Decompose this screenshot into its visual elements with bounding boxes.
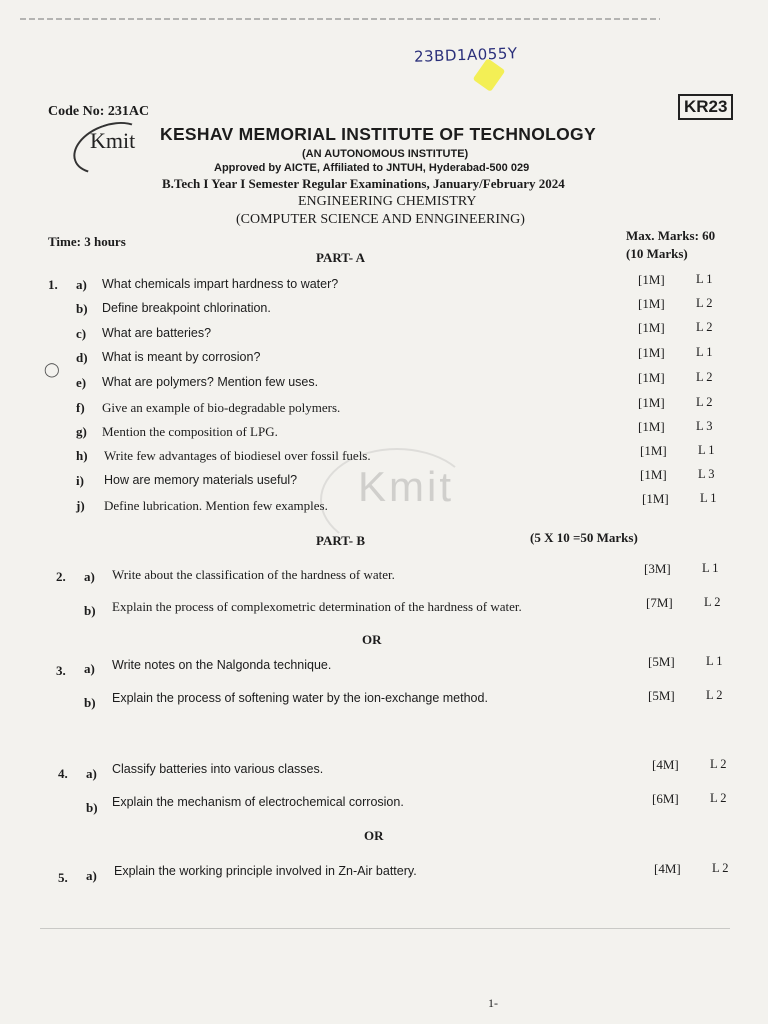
exam-title: B.Tech I Year I Semester Regular Examinations, January/February 2024 [162, 176, 565, 191]
item-level: L 2 [696, 395, 713, 409]
regulation-badge: KR23 [678, 94, 733, 120]
question-number: 2. [56, 569, 66, 584]
item-marks: [7M] [646, 595, 673, 610]
part-b-title: PART- B [316, 533, 366, 548]
item-text: Define breakpoint chlorination. [102, 301, 271, 315]
item-level: L 1 [698, 443, 715, 457]
item-level: L 2 [704, 595, 721, 609]
item-level: L 1 [696, 345, 713, 359]
paper-code: Code No: 231AC [48, 104, 150, 119]
item-marks: [1M] [638, 370, 665, 385]
item-level: L 2 [696, 320, 713, 334]
part-a-title: PART- A [316, 250, 366, 265]
item-level: L 2 [706, 688, 723, 702]
item-letter: c) [76, 326, 87, 341]
item-text: Mention the composition of LPG. [102, 424, 278, 439]
kmit-watermark: Kmit [358, 463, 454, 510]
pen-mark-icon: ◯ [44, 362, 60, 378]
question-number: 1. [48, 277, 58, 292]
item-marks: [3M] [644, 561, 671, 576]
part-a-marks: (10 Marks) [626, 246, 688, 261]
item-text: What are batteries? [102, 326, 212, 340]
or-separator: OR [364, 828, 384, 843]
item-level: L 2 [696, 296, 713, 310]
item-marks: [5M] [648, 654, 675, 669]
item-marks: [5M] [648, 688, 675, 703]
item-marks: [1M] [638, 272, 665, 287]
institute-name: KESHAV MEMORIAL INSTITUTE OF TECHNOLOGY [160, 124, 596, 144]
autonomous-label: (AN AUTONOMOUS INSTITUTE) [302, 148, 469, 160]
or-separator: OR [362, 632, 382, 647]
item-letter: f) [76, 400, 85, 415]
max-marks: Max. Marks: 60 [626, 228, 716, 243]
item-letter: b) [84, 695, 96, 710]
item-letter: i) [76, 473, 84, 488]
item-level: L 2 [710, 757, 727, 771]
item-letter: g) [76, 424, 87, 439]
item-marks: [4M] [654, 861, 681, 876]
item-marks: [1M] [640, 443, 667, 458]
item-text: Define lubrication. Mention few examples. [104, 498, 328, 513]
item-level: L 1 [696, 272, 713, 286]
item-letter: e) [76, 375, 87, 390]
question-number: 5. [58, 870, 68, 885]
item-letter: h) [76, 448, 88, 463]
item-letter: j) [76, 498, 85, 513]
item-level: L 3 [696, 419, 713, 433]
item-level: L 2 [710, 791, 727, 805]
item-marks: [1M] [638, 345, 665, 360]
item-marks: [1M] [638, 419, 665, 434]
kmit-logo [72, 122, 152, 174]
item-level: L 1 [706, 654, 723, 668]
item-text: Write notes on the Nalgonda technique. [112, 658, 332, 672]
part-b-marks: (5 X 10 =50 Marks) [530, 530, 638, 545]
item-text: What are polymers? Mention few uses. [102, 375, 319, 389]
item-letter: a) [76, 277, 87, 292]
item-letter: a) [86, 868, 97, 883]
time-allowed: Time: 3 hours [48, 234, 126, 249]
branch-name: (COMPUTER SCIENCE AND ENNGINEERING) [236, 212, 525, 227]
item-level: L 1 [702, 561, 719, 575]
item-text: Explain the working principle involved in Zn-Air battery. [114, 864, 417, 878]
item-letter: a) [84, 569, 95, 584]
question-number: 4. [58, 766, 68, 781]
item-marks: [1M] [638, 296, 665, 311]
item-marks: [4M] [652, 757, 679, 772]
item-marks: [1M] [638, 395, 665, 410]
logo-text: Kmit [90, 128, 136, 153]
approval-line: Approved by AICTE, Affiliated to JNTUH, Hyderabad-500 029 [214, 162, 530, 174]
item-text: Give an example of bio-degradable polymers. [102, 400, 341, 415]
item-marks: [6M] [652, 791, 679, 806]
handwritten-roll-number: 23BD1A055Y [413, 44, 518, 66]
item-text: Explain the process of complexometric determination of the hardness of water. [112, 599, 522, 614]
item-letter: b) [86, 800, 98, 815]
page-mark: 1- [488, 996, 498, 1010]
item-text: What is meant by corrosion? [102, 350, 261, 364]
item-text: Explain the process of softening water by the ion-exchange method. [112, 691, 488, 705]
item-letter: a) [86, 766, 97, 781]
item-letter: b) [84, 603, 96, 618]
item-marks: [1M] [638, 320, 665, 335]
top-torn-edge [20, 18, 660, 20]
item-marks: [1M] [640, 467, 667, 482]
bottom-rule [40, 928, 730, 929]
item-letter: b) [76, 301, 88, 316]
item-text: Write about the classification of the hardness of water. [112, 567, 395, 582]
item-text: How are memory materials useful? [104, 473, 298, 487]
item-level: L 3 [698, 467, 715, 481]
item-level: L 1 [700, 491, 717, 505]
item-level: L 2 [696, 370, 713, 384]
item-marks: [1M] [642, 491, 669, 506]
subject-name: ENGINEERING CHEMISTRY [298, 194, 477, 209]
question-number: 3. [56, 663, 66, 678]
item-text: What chemicals impart hardness to water? [102, 277, 339, 291]
item-text: Write few advantages of biodiesel over fossil fuels. [104, 448, 371, 463]
item-letter: a) [84, 661, 95, 676]
item-text: Classify batteries into various classes. [112, 762, 324, 776]
item-text: Explain the mechanism of electrochemical corrosion. [112, 795, 404, 809]
item-letter: d) [76, 350, 88, 365]
item-level: L 2 [712, 861, 729, 875]
